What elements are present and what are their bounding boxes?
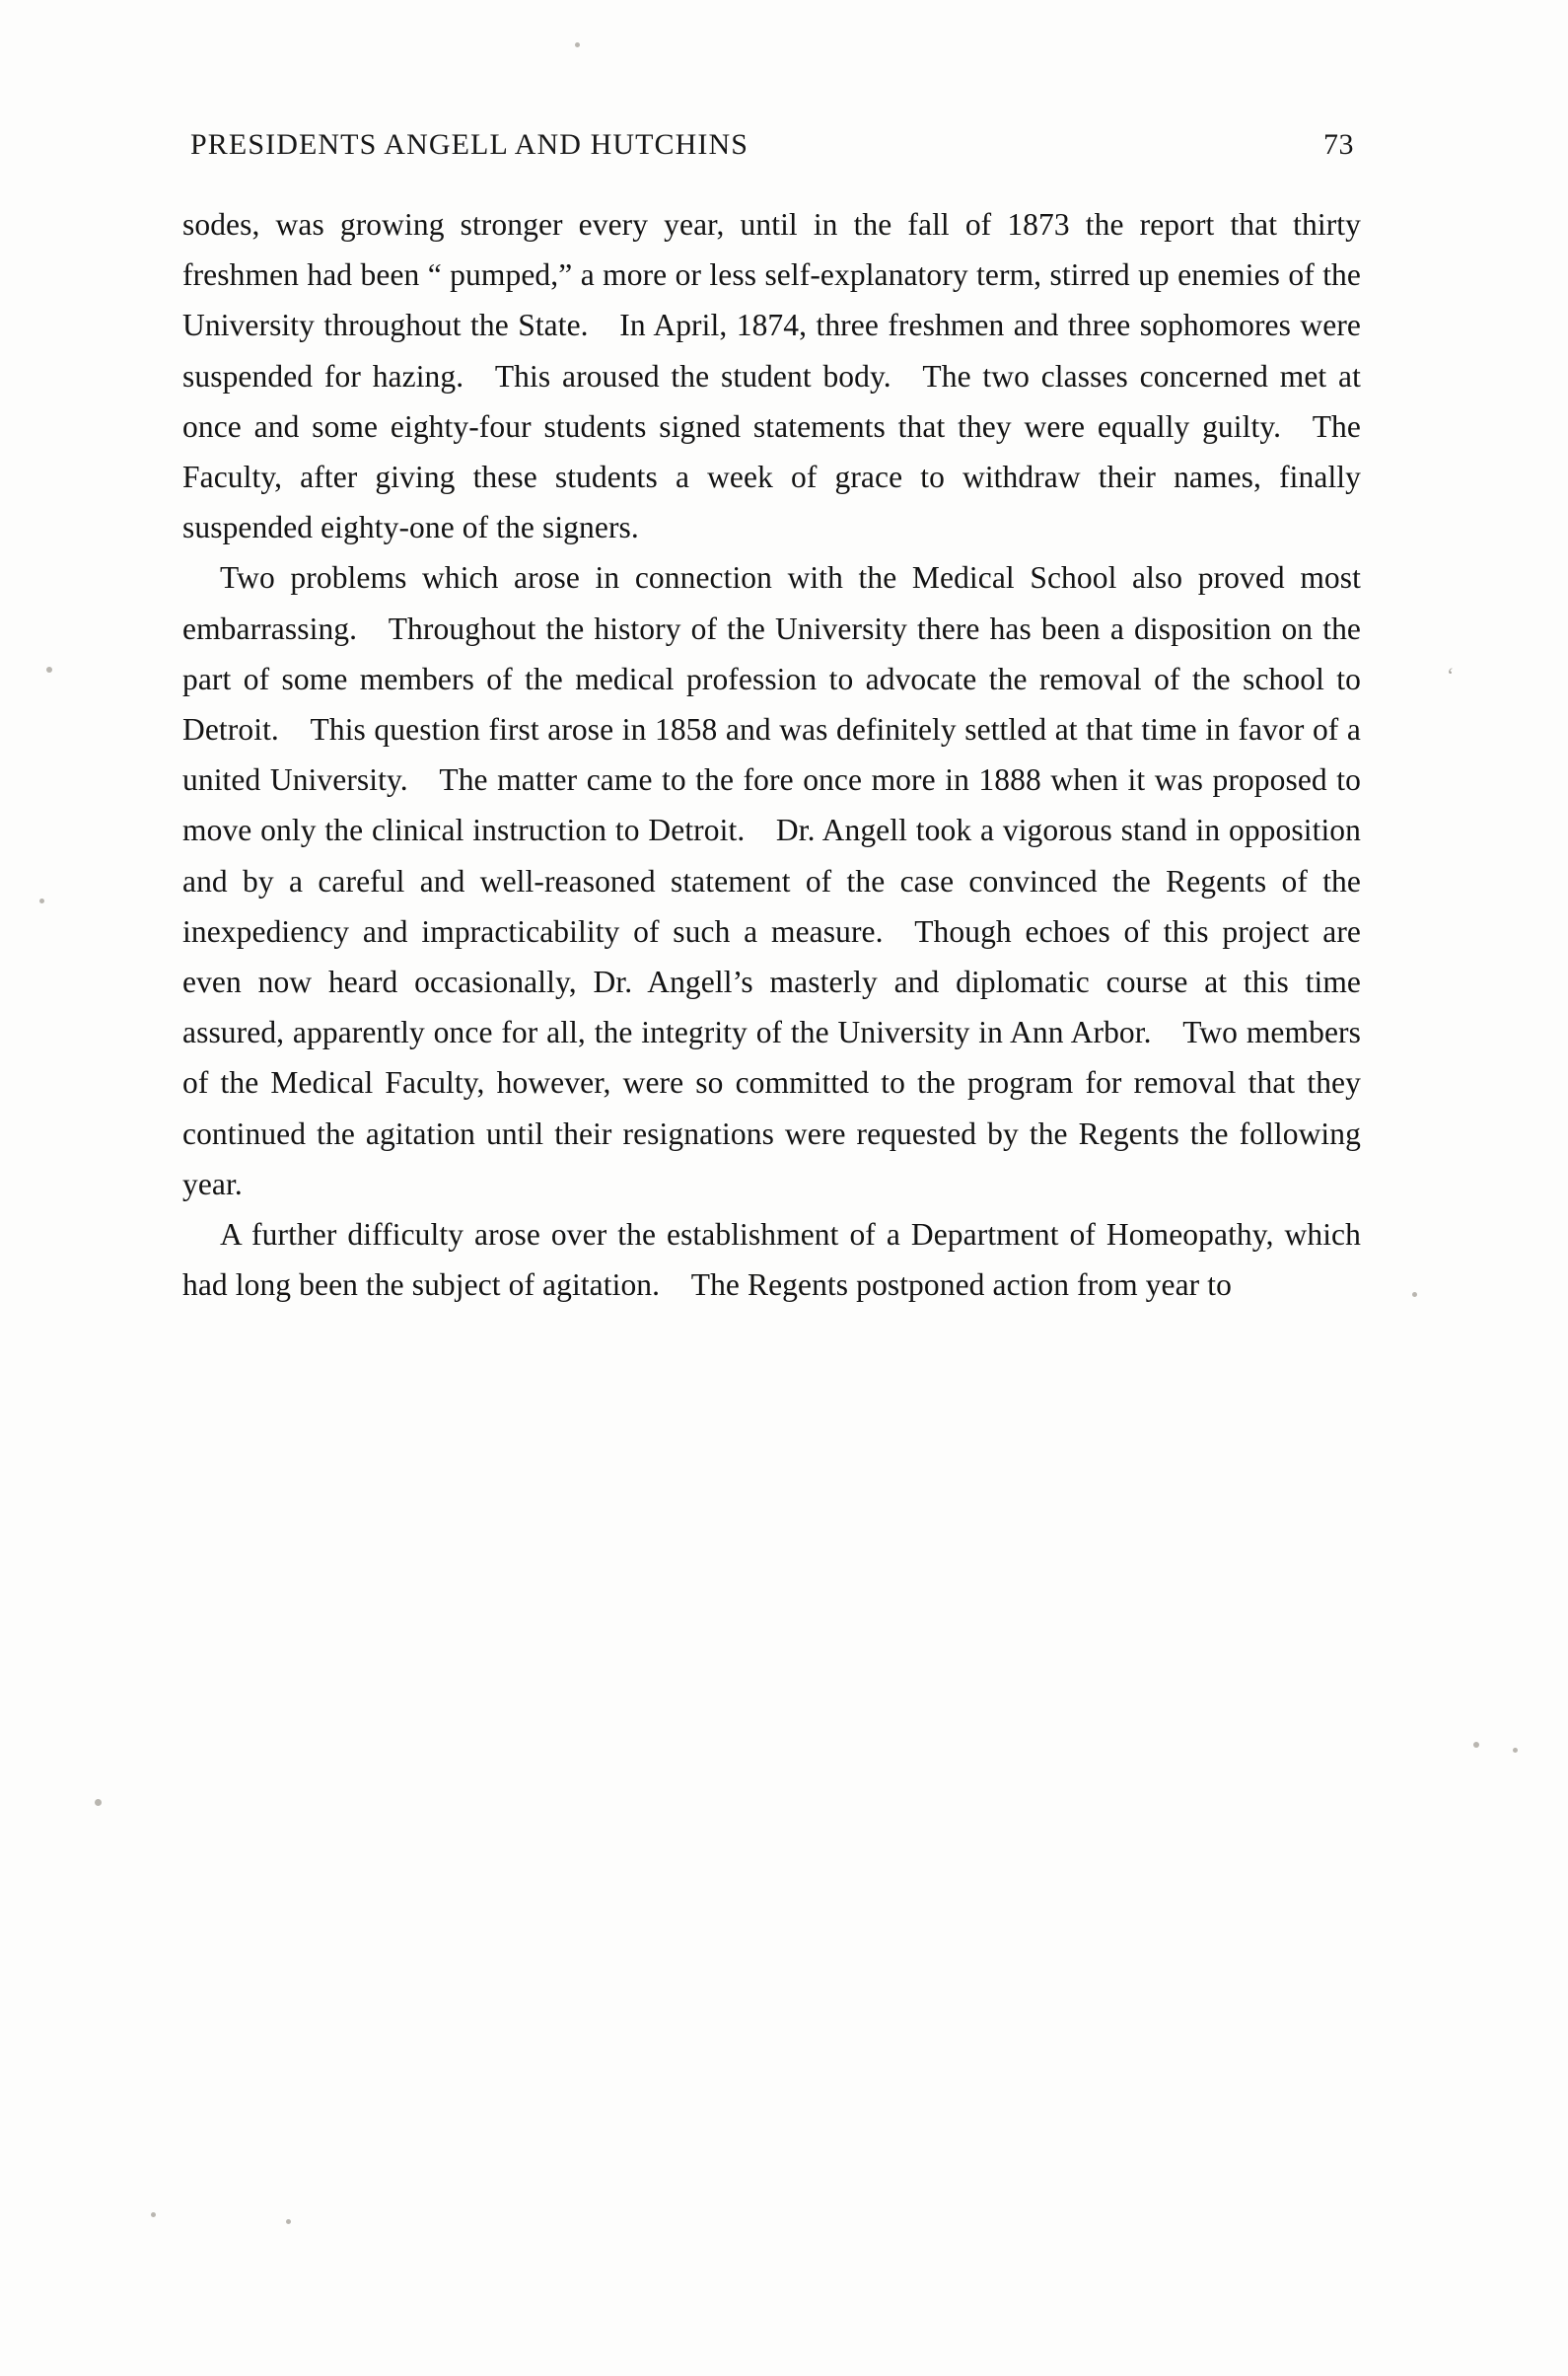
paragraph-2: Two problems which arose in connection with the Medical School also proved most embarrassing. Throughout the history of the University there has been a disposition on the part of some members of the medical profession to advocate the removal of the school to Detroit. This question first arose in 1858 and was definitely settled at that time in favor of a united University. The matter came to the fore once more in 1888 when it was proposed to move only the clinical instruction to Detroit. Dr. Angell took a vigorous stand in opposition and by a careful and well-reasoned statement of the case convinced the Regents of the inexpediency and impracticability of such a measure. Though echoes of this project are even now heard occasionally, Dr. Angell’s masterly and diplomatic course at this time assured, apparently once for all, the integrity of the University in Ann Arbor. Two members of the Medical Faculty, however, were so committed to the program for removal that they continued the agitation until their resignations were requested by the Regents the following year. [182, 560, 1361, 1201]
page-number: 73 [1323, 128, 1354, 161]
paper-speck [1412, 1292, 1417, 1297]
paper-speck [286, 2219, 291, 2224]
paragraph-1: sodes, was growing stronger every year, until in the fall of 1873 the report that thirty freshmen had been “ pumped,” a more or less self-explanatory term, stirred up enemies of the University throughout the State. In April, 1874, three freshmen and three sophomores were suspended for hazing. This aroused the student body. The two classes concerned met at once and some eighty-four students signed statements that they were equally guilty. The Faculty, after giving these students a week of grace to withdraw their names, finally suspended eighty-one of the signers. [182, 207, 1361, 545]
paper-speck [46, 667, 52, 673]
paper-speck [95, 1799, 102, 1806]
paper-speck [39, 899, 44, 903]
margin-mark-left: ‘ [1447, 663, 1455, 687]
paragraph-3: A further difficulty arose over the establishment of a Department of Homeopathy, which had long been the subject of agitation. The Regents postponed action from year to [182, 1217, 1361, 1303]
page-content [182, 128, 1361, 1310]
paper-speck [1513, 1748, 1518, 1753]
running-head [190, 128, 1354, 162]
paper-speck [151, 2212, 156, 2217]
running-head-title: PRESIDENTS ANGELL AND HUTCHINS [190, 128, 749, 161]
paper-speck [1473, 1742, 1479, 1748]
paper-speck [575, 42, 580, 47]
